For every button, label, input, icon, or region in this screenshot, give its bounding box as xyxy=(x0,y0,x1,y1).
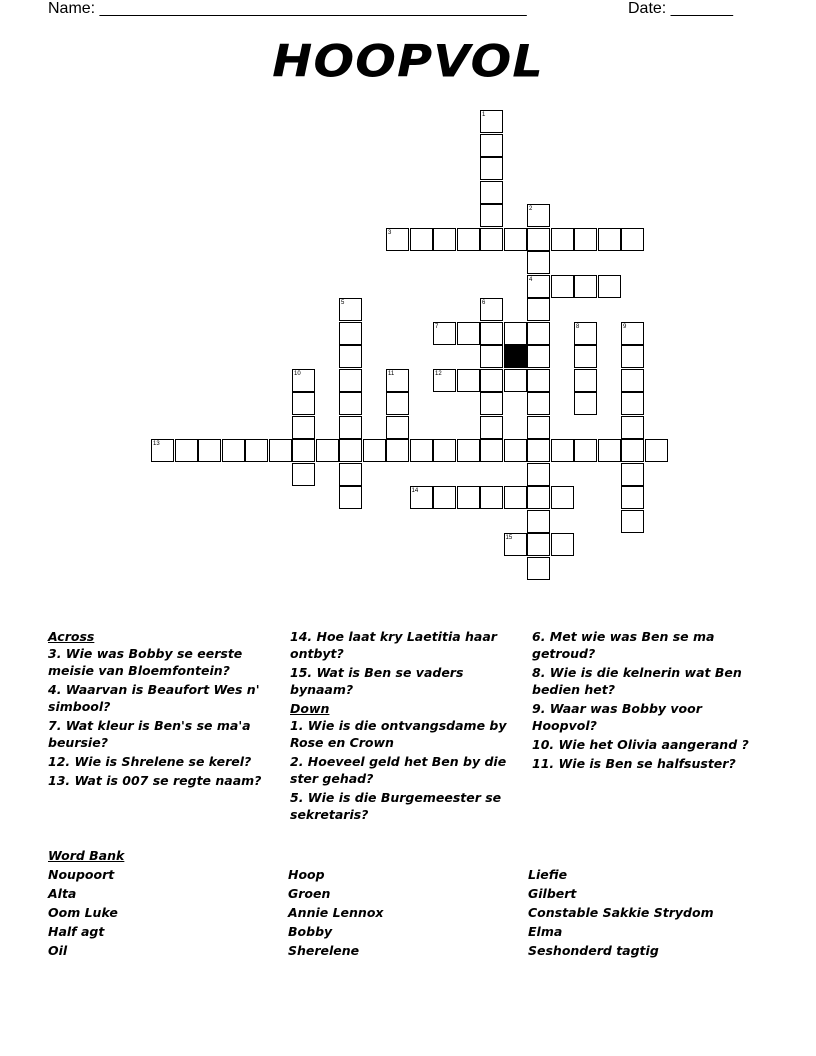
grid-cell[interactable] xyxy=(527,439,550,462)
across-heading: Across xyxy=(48,629,95,644)
grid-cell[interactable] xyxy=(551,439,574,462)
clue-down-2: 2. Hoeveel geld het Ben by die ster gehad? xyxy=(290,754,507,786)
black-cell xyxy=(504,345,527,368)
grid-cell[interactable] xyxy=(457,439,480,462)
clue-number: 5 xyxy=(341,300,345,306)
grid-cell[interactable] xyxy=(386,439,409,462)
grid-cell[interactable] xyxy=(339,439,362,462)
grid-cell[interactable] xyxy=(480,486,503,509)
grid-cell[interactable] xyxy=(480,322,503,345)
grid-cell[interactable] xyxy=(480,204,503,227)
grid-cell[interactable] xyxy=(480,228,503,251)
clue-number: 1 xyxy=(482,112,486,118)
clue-down-9: 9. Waar was Bobby voor Hoopvol? xyxy=(532,701,702,733)
clue-number: 15 xyxy=(505,535,513,541)
grid-cell[interactable] xyxy=(480,157,503,180)
word-bank-item: Elma xyxy=(528,924,563,939)
grid-cell[interactable] xyxy=(386,416,409,439)
grid-cell[interactable] xyxy=(527,228,550,251)
clue-across-12: 12. Wie is Shrelene se kerel? xyxy=(48,754,252,769)
grid-cell[interactable] xyxy=(292,416,315,439)
grid-cell[interactable] xyxy=(480,392,503,415)
clue-across-13: 13. Wat is 007 se regte naam? xyxy=(48,773,262,788)
grid-cell[interactable] xyxy=(198,439,221,462)
clue-across-14: 14. Hoe laat kry Laetitia haar ontbyt? xyxy=(290,629,497,661)
grid-cell[interactable] xyxy=(621,369,644,392)
word-bank-item: Bobby xyxy=(288,924,333,939)
grid-cell[interactable] xyxy=(480,416,503,439)
word-bank-item: Noupoort xyxy=(48,867,115,882)
grid-cell[interactable] xyxy=(339,345,362,368)
clues-column-3 xyxy=(532,628,754,774)
grid-cell[interactable] xyxy=(527,369,550,392)
word-bank-item: Hoop xyxy=(288,867,325,882)
clue-number: 4 xyxy=(529,276,533,283)
grid-cell[interactable] xyxy=(645,439,668,462)
grid-cell[interactable] xyxy=(574,392,597,415)
clue-down-8: 8. Wie is die kelnerin wat Ben bedien het? xyxy=(532,665,742,697)
grid-cell[interactable] xyxy=(292,392,315,415)
grid-cell[interactable] xyxy=(433,228,456,251)
clue-number: 10 xyxy=(294,370,301,377)
grid-cell[interactable] xyxy=(480,134,503,157)
word-bank-item: Groen xyxy=(288,886,331,901)
grid-cell[interactable] xyxy=(527,510,550,533)
word-bank-column-3 xyxy=(528,865,714,960)
grid-cell[interactable] xyxy=(222,439,245,462)
word-bank-heading: Word Bank xyxy=(48,848,125,863)
grid-cell[interactable] xyxy=(527,463,550,486)
grid-cell[interactable] xyxy=(292,463,315,486)
clues-column-2 xyxy=(290,628,514,825)
clue-down-11: 11. Wie is Ben se halfsuster? xyxy=(532,756,736,771)
grid-cell[interactable] xyxy=(621,486,644,509)
clue-number: 3 xyxy=(388,229,392,236)
word-bank-item: Oom Luke xyxy=(48,905,118,920)
grid-cell[interactable] xyxy=(621,439,644,462)
grid-cell[interactable] xyxy=(527,392,550,415)
grid-cell[interactable] xyxy=(551,228,574,251)
grid-cell[interactable] xyxy=(598,228,621,251)
grid-cell[interactable] xyxy=(527,557,550,580)
name-field: Name: ________________________________________________ xyxy=(48,0,527,17)
grid-cell[interactable] xyxy=(551,533,574,556)
word-bank-item: Seshonderd tagtig xyxy=(528,943,659,958)
grid-cell[interactable] xyxy=(527,251,550,274)
clue-number: 9 xyxy=(623,323,627,330)
grid-cell[interactable] xyxy=(339,369,362,392)
word-bank-item: Sherelene xyxy=(288,943,360,958)
clue-number: 12 xyxy=(435,370,442,377)
word-bank-item: Constable Sakkie Strydom xyxy=(528,905,714,920)
clue-number: 14 xyxy=(411,488,419,494)
grid-cell[interactable] xyxy=(574,345,597,368)
grid-cell[interactable] xyxy=(621,416,644,439)
grid-cell[interactable] xyxy=(527,298,550,321)
grid-cell[interactable] xyxy=(457,486,480,509)
grid-cell[interactable] xyxy=(457,369,480,392)
grid-cell[interactable] xyxy=(480,439,503,462)
grid-cell[interactable] xyxy=(433,439,456,462)
grid-cell[interactable] xyxy=(574,439,597,462)
grid-cell[interactable] xyxy=(480,181,503,204)
clue-number: 7 xyxy=(435,323,439,330)
grid-cell[interactable] xyxy=(316,439,339,462)
word-bank-item: Annie Lennox xyxy=(288,905,384,920)
grid-cell[interactable] xyxy=(504,486,527,509)
clue-across-15: 15. Wat is Ben se vaders bynaam? xyxy=(290,665,464,697)
grid-cell[interactable] xyxy=(527,322,550,345)
grid-cell[interactable] xyxy=(504,228,527,251)
grid-cell[interactable] xyxy=(621,228,644,251)
clue-down-1: 1. Wie is die ontvangsdame by Rose en Crown xyxy=(290,718,507,750)
clue-across-4: 4. Waarvan is Beaufort Wes n' simbool? xyxy=(48,682,260,714)
clue-number: 11 xyxy=(388,370,395,377)
grid-cell[interactable] xyxy=(339,392,362,415)
grid-cell[interactable] xyxy=(292,439,315,462)
grid-cell[interactable] xyxy=(574,369,597,392)
clue-down-6: 6. Met wie was Ben se ma getroud? xyxy=(532,629,715,661)
clue-across-7: 7. Wat kleur is Ben's se ma'a beursie? xyxy=(48,718,251,750)
grid-cell[interactable] xyxy=(457,228,480,251)
grid-cell[interactable] xyxy=(410,439,433,462)
grid-cell[interactable] xyxy=(621,392,644,415)
clue-number: 13 xyxy=(153,441,160,447)
grid-cell[interactable] xyxy=(339,416,362,439)
clue-number: 8 xyxy=(576,323,580,330)
clue-down-5: 5. Wie is die Burgemeester se sekretaris? xyxy=(290,790,502,822)
word-bank-column-1 xyxy=(48,846,124,960)
grid-cell[interactable] xyxy=(598,439,621,462)
grid-cell[interactable] xyxy=(245,439,268,462)
grid-cell[interactable] xyxy=(598,275,621,298)
clues-column-1 xyxy=(48,628,270,791)
word-bank-item: Oil xyxy=(48,943,68,958)
grid-cell[interactable] xyxy=(363,439,386,462)
grid-cell[interactable] xyxy=(339,322,362,345)
grid-cell[interactable] xyxy=(457,322,480,345)
word-bank-item: Half agt xyxy=(48,924,105,939)
grid-cell[interactable] xyxy=(527,345,550,368)
grid-cell[interactable] xyxy=(480,369,503,392)
grid-cell[interactable] xyxy=(175,439,198,462)
word-bank-item: Gilbert xyxy=(528,886,577,901)
grid-cell[interactable] xyxy=(269,439,292,462)
grid-cell[interactable] xyxy=(504,369,527,392)
grid-cell[interactable] xyxy=(504,439,527,462)
grid-cell[interactable] xyxy=(504,322,527,345)
word-bank-column-2 xyxy=(288,865,383,960)
grid-cell[interactable] xyxy=(339,463,362,486)
grid-cell[interactable] xyxy=(574,275,597,298)
grid-cell[interactable] xyxy=(527,486,550,509)
grid-cell[interactable] xyxy=(410,228,433,251)
clue-down-10: 10. Wie het Olivia aangerand ? xyxy=(532,737,749,752)
grid-cell[interactable] xyxy=(621,463,644,486)
page-title: HOOPVOL xyxy=(272,36,544,88)
grid-cell[interactable] xyxy=(386,392,409,415)
word-bank-item: Liefie xyxy=(528,867,568,882)
grid-cell[interactable] xyxy=(527,533,550,556)
grid-cell[interactable] xyxy=(433,486,456,509)
date-field: Date: _______ xyxy=(628,0,733,17)
clue-across-3: 3. Wie was Bobby se eerste meisie van Bloemfontein? xyxy=(48,646,243,678)
clue-number: 6 xyxy=(482,300,486,306)
grid-cell[interactable] xyxy=(339,486,362,509)
grid-cell[interactable] xyxy=(551,486,574,509)
grid-cell[interactable] xyxy=(574,228,597,251)
down-heading: Down xyxy=(290,701,330,716)
grid-cell[interactable] xyxy=(621,345,644,368)
grid-cell[interactable] xyxy=(551,275,574,298)
word-bank-item: Alta xyxy=(48,886,77,901)
grid-cell[interactable] xyxy=(621,510,644,533)
grid-cell[interactable] xyxy=(480,345,503,368)
grid-cell[interactable] xyxy=(527,416,550,439)
clue-number: 2 xyxy=(529,206,533,212)
